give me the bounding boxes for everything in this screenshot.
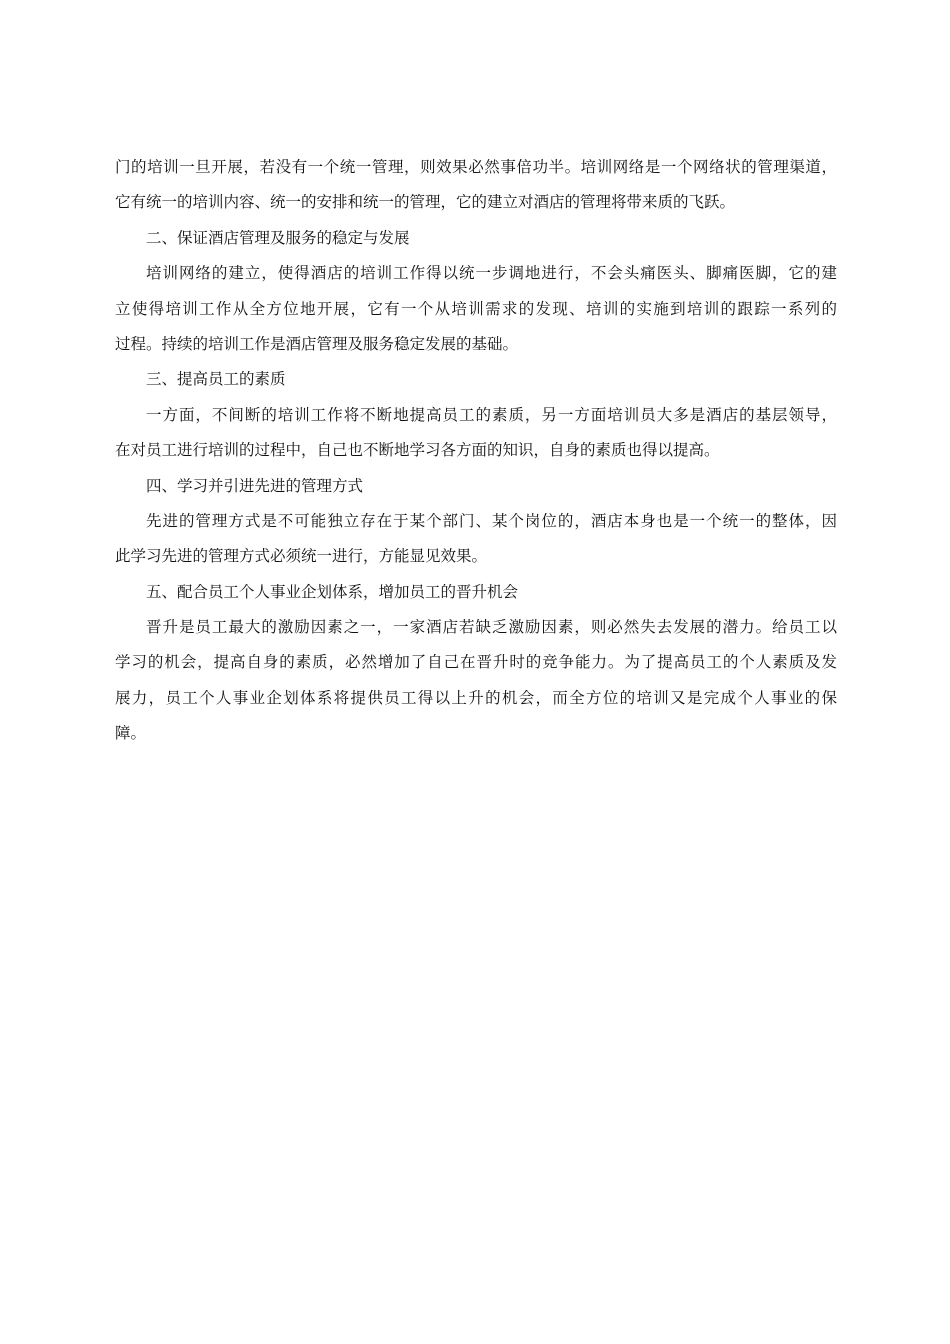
paragraph-line: 过程。持续的培训工作是酒店管理及服务稳定发展的基础。 <box>115 334 519 353</box>
paragraph-line: 先进的管理方式是不可能独立存在于某个部门、某个岗位的，酒店本身也是一个统一的整体，因 <box>146 511 837 530</box>
paragraph-line: 在对员工进行培训的过程中，自己也不断地学习各方面的知识，自身的素质也得以提高。 <box>115 441 720 460</box>
section-heading: 三、提高员工的素质 <box>146 370 286 389</box>
document-body <box>115 150 837 752</box>
section-heading: 二、保证酒店管理及服务的稳定与发展 <box>146 228 410 247</box>
paragraph-line: 学习的机会，提高自身的素质，必然增加了自己在晋升时的竞争能力。为了提高员工的个人素质及发 <box>115 653 837 672</box>
paragraph-line: 一方面，不间断的培训工作将不断地提高员工的素质，另一方面培训员大多是酒店的基层领导， <box>146 405 837 424</box>
paragraph-line: 立使得培训工作从全方位地开展，它有一个从培训需求的发现、培训的实施到培训的跟踪一系列的 <box>115 299 837 318</box>
paragraph-line: 培训网络的建立，使得酒店的培训工作得以统一步调地进行，不会头痛医头、脚痛医脚，它的建 <box>146 264 837 283</box>
paragraph-line: 它有统一的培训内容、统一的安排和统一的管理，它的建立对酒店的管理将带来质的飞跃。 <box>115 193 736 212</box>
paragraph-line: 障。 <box>115 724 147 743</box>
paragraph-line: 此学习先进的管理方式必须统一进行，方能显见效果。 <box>115 547 488 566</box>
paragraph-line: 展力，员工个人事业企划体系将提供员工得以上升的机会，而全方位的培训又是完成个人事业的保 <box>115 688 837 707</box>
paragraph-line: 门的培训一旦开展，若没有一个统一管理，则效果必然事倍功半。培训网络是一个网络状的管理渠道， <box>115 158 837 176</box>
paragraph-line: 晋升是员工最大的激励因素之一，一家酒店若缺乏激励因素，则必然失去发展的潜力。给员工以 <box>146 618 837 637</box>
section-heading: 四、学习并引进先进的管理方式 <box>146 476 364 495</box>
section-heading: 五、配合员工个人事业企划体系，增加员工的晋升机会 <box>146 582 519 601</box>
